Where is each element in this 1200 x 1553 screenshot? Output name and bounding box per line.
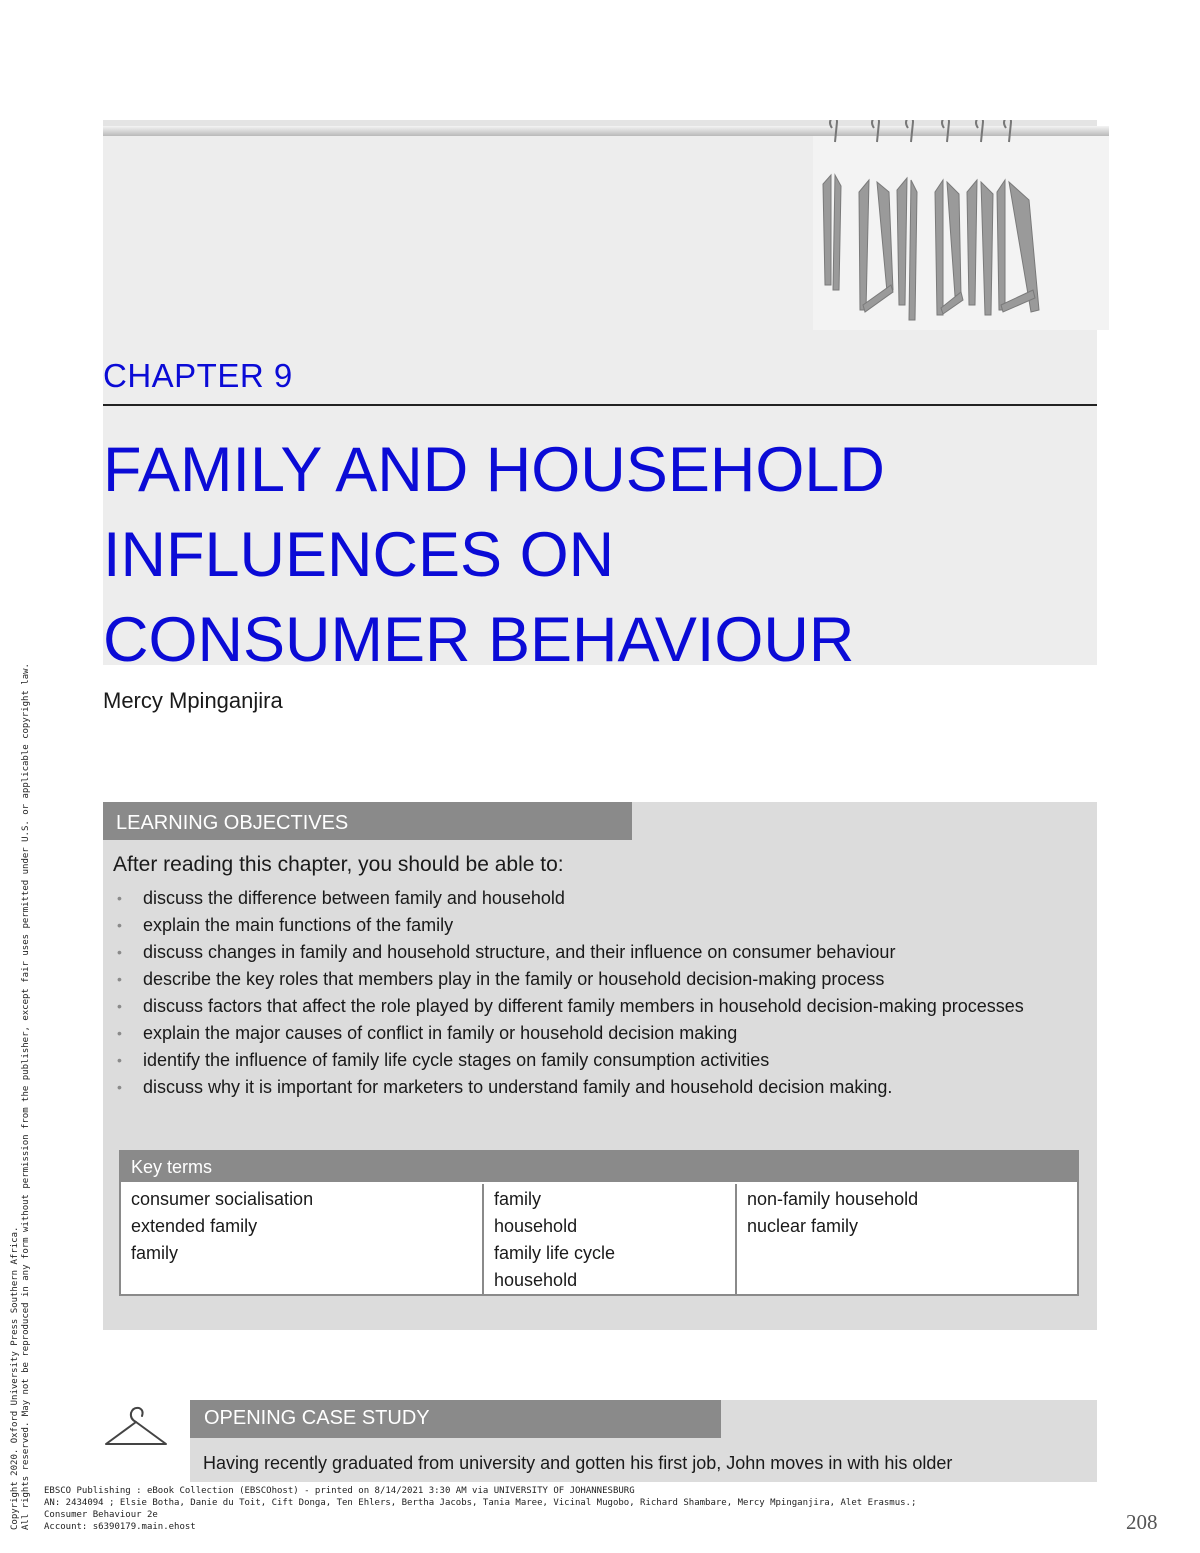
footer-line: Account: s6390179.main.ehost	[44, 1522, 196, 1532]
learning-objectives-intro: After reading this chapter, you should be able to:	[113, 853, 564, 876]
key-terms-column	[482, 1184, 735, 1294]
chapter-title-line: FAMILY AND HOUSEHOLD	[103, 435, 885, 505]
key-term: non-family household	[747, 1189, 919, 1209]
chapter-number: CHAPTER 9	[103, 357, 293, 394]
chapter-title-line: CONSUMER BEHAVIOUR	[103, 605, 855, 675]
footer-line: AN: 2434094 ; Elsie Botha, Danie du Toit, Cift Donga, Ten Ehlers, Bertha Jacobs, Tania Maree, Vicinal Mugobo, Richard Shambare, Mercy Mpinganjira, Alet Erasmus.;	[44, 1498, 917, 1508]
key-terms-heading: Key terms	[121, 1152, 1077, 1182]
list-item: • explain the major causes of conflict in family or household decision making	[117, 1021, 1079, 1045]
key-terms-table	[119, 1150, 1079, 1296]
list-item: • discuss the difference between family and household	[117, 886, 1079, 910]
key-term: family life cycle	[494, 1243, 616, 1263]
learning-objectives-heading: LEARNING OBJECTIVES	[103, 802, 632, 840]
copyright-notice	[10, 400, 32, 1530]
list-item: • discuss why it is important for marketers to understand family and household decision making.	[117, 1075, 1079, 1099]
key-term: extended family	[131, 1216, 258, 1236]
opening-case-heading: OPENING CASE STUDY	[190, 1400, 721, 1438]
list-item: • identify the influence of family life cycle stages on family consumption activities	[117, 1048, 1079, 1072]
chapter-author: Mercy Mpinganjira	[103, 688, 283, 713]
chapter-title-line: INFLUENCES ON	[103, 520, 615, 590]
key-term: household	[494, 1270, 578, 1290]
key-term: family	[131, 1243, 179, 1263]
list-item: • explain the main functions of the family	[117, 913, 1079, 937]
list-item: • discuss factors that affect the role played by different family members in household decision-making processes	[117, 994, 1079, 1018]
key-terms-column	[735, 1184, 1077, 1294]
chapter-title	[103, 428, 1093, 683]
key-term: family	[494, 1189, 542, 1209]
key-term: consumer socialisation	[131, 1189, 314, 1209]
learning-objectives-list	[117, 886, 1079, 1102]
chapter-divider	[103, 404, 1097, 406]
footer-line: Consumer Behaviour 2e	[44, 1510, 158, 1520]
footer-line: EBSCO Publishing : eBook Collection (EBSCOhost) - printed on 8/14/2021 3:30 AM via UNIVERSITY OF JOHANNESBURG	[44, 1486, 635, 1496]
hangers-on-rail-image	[803, 120, 1109, 330]
copyright-line: Copyright 2020. Oxford University Press Southern Africa.	[10, 1226, 20, 1530]
copyright-line: All rights reserved. May not be reproduced in any form without permission from the publisher, except fair uses permitted under U.S. or applicable copyright law.	[21, 663, 31, 1530]
learning-objectives-box	[103, 802, 1097, 1330]
hanger-icon	[103, 1404, 169, 1452]
key-term: household	[494, 1216, 578, 1236]
page-number: 208	[1126, 1510, 1158, 1534]
print-footer	[44, 1485, 916, 1533]
list-item: • discuss changes in family and household structure, and their influence on consumer behaviour	[117, 940, 1079, 964]
key-terms-columns	[121, 1184, 1077, 1294]
opening-case-text: Having recently graduated from university and gotten his first job, John moves in with his older	[203, 1453, 953, 1473]
key-terms-column	[121, 1184, 482, 1294]
key-term: nuclear family	[747, 1216, 859, 1236]
list-item: • describe the key roles that members play in the family or household decision-making process	[117, 967, 1079, 991]
